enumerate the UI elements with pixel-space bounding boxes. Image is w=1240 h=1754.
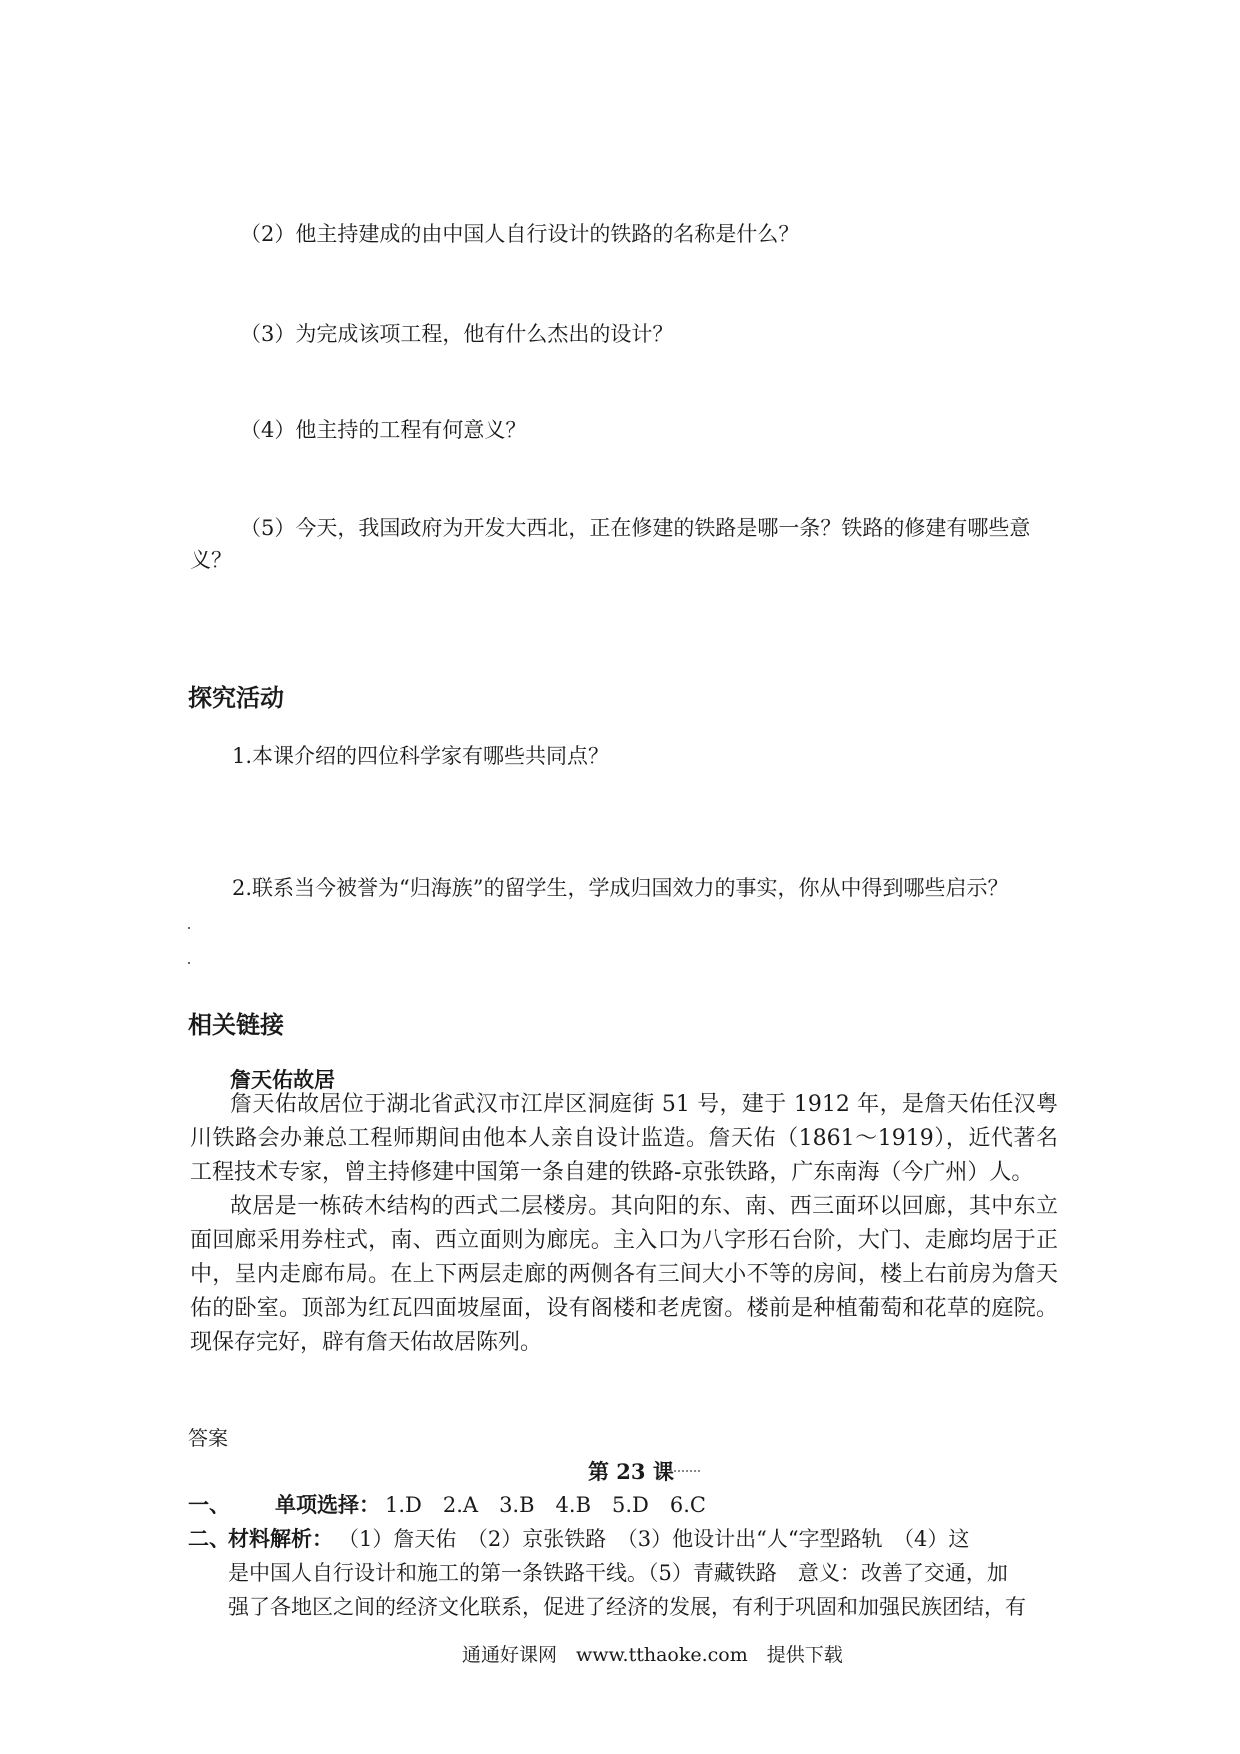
section-2-line-3: 强了各地区之间的经济文化联系，促进了经济的发展，有利于巩固和加强民族团结，有 — [228, 1595, 1026, 1619]
links-paragraph-2: 故居是一栋砖木结构的西式二层楼房。其向阳的东、南、西三面环以回廊，其中东立面回廊采用券柱式，南、西立面则为廊庑。主入口为八字形石台阶，大门、走廊均居于正中，呈内走廊布局。在上下两层走廊的两侧各有三间大小不等的房间，楼上右前房为詹天佑的卧室。顶部为红瓦四面坡屋面，设有阁楼和老虎窗。楼前是种植葡萄和花草的庭院。现保存完好，辟有詹天佑故居陈列。 — [190, 1194, 1058, 1355]
section-2-number: 二、 — [188, 1526, 230, 1551]
links-heading: 相关链接 — [188, 1011, 284, 1039]
answers-label: 答案 — [188, 1426, 228, 1450]
question-5: （5）今天，我国政府为开发大西北，正在修建的铁路是哪一条？铁路的修建有哪些意义？ — [190, 516, 1031, 572]
explore-item-2: 2.联系当今被誉为“归海族”的留学生，学成归国效力的事实，你从中得到哪些启示？ — [232, 876, 1009, 900]
explore-heading: 探究活动 — [188, 684, 284, 712]
links-paragraph-1: 詹天佑故居位于湖北省武汉市江岸区洞庭街 51 号，建于 1912 年，是詹天佑任汉粤川铁路会办兼总工程师期间由他本人亲自设计监造。詹天佑（1861～1919），近代著名工程技术专家，曾主持修建中国第一条自建的铁路-京张铁路，广东南海（今广州）人。 — [190, 1092, 1058, 1185]
section-2-line-2: 是中国人自行设计和施工的第一条铁路干线。（5）青藏铁路 意义：改善了交通，加 — [228, 1561, 1008, 1585]
footer-text: 通通好课网 www.tthaoke.com 提供下载 — [462, 1644, 843, 1666]
question-3: （3）为完成该项工程，他有什么杰出的设计？ — [240, 322, 674, 346]
blank-line-marker — [188, 962, 190, 964]
section-2-line-1: （1）詹天佑 （2）京张铁路 （3）他设计出“人“字型路轨 （4）这 — [338, 1527, 970, 1551]
title-trailing-dots — [670, 1470, 700, 1472]
explore-item-1: 1.本课介绍的四位科学家有哪些共同点？ — [232, 744, 610, 768]
section-1-number: 一、 — [188, 1492, 230, 1517]
blank-line-marker — [188, 927, 190, 929]
section-1-items: 1.D 2.A 3.B 4.B 5.D 6.C — [385, 1493, 706, 1517]
section-1-label: 单项选择： — [275, 1492, 380, 1517]
question-2: （2）他主持建成的由中国人自行设计的铁路的名称是什么？ — [240, 222, 800, 246]
section-2-label: 材料解析： — [228, 1526, 333, 1551]
links-subheading: 詹天佑故居 — [230, 1067, 335, 1092]
lesson-title: 第 23 课 — [588, 1459, 674, 1484]
question-4: （4）他主持的工程有何意义？ — [240, 418, 527, 442]
